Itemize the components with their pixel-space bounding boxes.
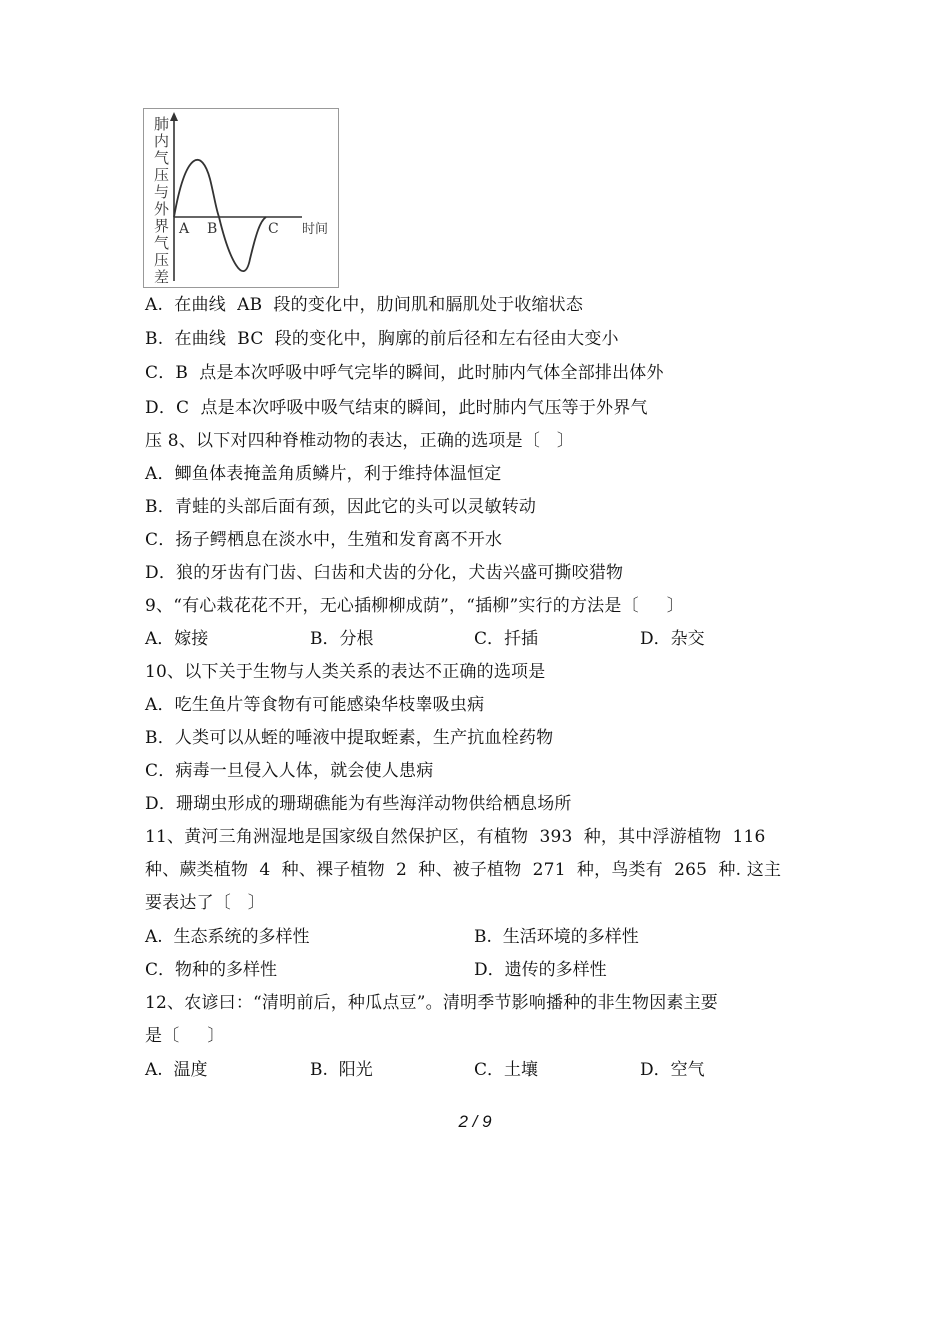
ylabel-char: 界 (154, 217, 170, 235)
q10-option-d: D．珊瑚虫形成的珊瑚礁能为有些海洋动物供给栖息场所 (145, 794, 572, 814)
ylabel-char: 气 (154, 234, 170, 252)
q12-stem-line-1: 12、农谚曰：“清明前后，种瓜点豆”。清明季节影响播种的非生物因素主要 (145, 993, 719, 1013)
q8-option-d: D．狼的牙齿有门齿、臼齿和犬齿的分化，犬齿兴盛可撕咬猎物 (145, 563, 624, 583)
ylabel-char: 外 (154, 200, 170, 218)
ylabel-char: 与 (154, 183, 170, 201)
q11-option-d: D．遗传的多样性 (474, 960, 607, 980)
q9-option-c: C．扦插 (474, 629, 539, 649)
q9-option-d: D．杂交 (640, 629, 705, 649)
q7-option-d: D．C 点是本次呼吸中吸气结束的瞬间，此时肺内气压等于外界气 (145, 398, 648, 418)
q7-option-b: B. 在曲线 BC 段的变化中，胸廓的前后径和左右径由大变小 (145, 329, 619, 349)
q11-stem-line-2: 种、蕨类植物 4 种、裸子植物 2 种、被子植物 271 种，鸟类有 265 种. 这主 (145, 860, 782, 880)
y-axis-arrow (170, 112, 178, 121)
q11-stem-line-1: 11、黄河三角洲湿地是国家级自然保护区，有植物 393 种，其中浮游植物 116 (145, 827, 766, 847)
ylabel-char: 压 (154, 251, 170, 269)
pressure-curve-figure (143, 108, 339, 288)
x-axis-label: 时间 (302, 222, 329, 237)
q10-option-c: C．病毒一旦侵入人体，就会使人患病 (145, 761, 434, 781)
q10-option-b: B．人类可以从蛭的唾液中提取蛭素，生产抗血栓药物 (145, 728, 554, 748)
ylabel-char: 差 (154, 268, 170, 286)
q9-option-a: A．嫁接 (145, 629, 209, 649)
q8-stem: 压 8、以下对四种脊椎动物的表达，正确的选项是〔 〕 (145, 431, 575, 451)
q10-stem: 10、以下关于生物与人类关系的表达不正确的选项是 (145, 662, 546, 682)
q12-option-d: D．空气 (640, 1060, 705, 1080)
q12-option-a: A. 温度 (145, 1060, 208, 1080)
ylabel-char: 内 (154, 132, 170, 150)
q11-option-c: C．物种的多样性 (145, 960, 278, 980)
q9-option-b: B．分根 (310, 629, 374, 649)
pressure-curve (174, 160, 266, 271)
point-b-label: B (207, 221, 218, 237)
y-axis-label (154, 115, 170, 286)
q7-option-a: A. 在曲线 AB 段的变化中，肋间肌和膈肌处于收缩状态 (145, 295, 584, 315)
ylabel-char: 压 (154, 166, 170, 184)
q11-option-b: B. 生活环境的多样性 (474, 927, 639, 947)
q7-option-c: C．B 点是本次呼吸中呼气完毕的瞬间，此时肺内气体全部排出体外 (145, 363, 664, 383)
q10-option-a: A．吃生鱼片等食物有可能感染华枝睾吸虫病 (145, 695, 485, 715)
q12-option-c: C．土壤 (474, 1060, 539, 1080)
q12-option-b: B. 阳光 (310, 1060, 373, 1080)
ylabel-char: 肺 (154, 115, 170, 133)
q11-option-a: A. 生态系统的多样性 (145, 927, 310, 947)
q8-option-a: A．鲫鱼体表掩盖角质鳞片，利于维持体温恒定 (145, 464, 502, 484)
ylabel-char: 气 (154, 149, 170, 167)
q8-option-c: C．扬子鳄栖息在淡水中，生殖和发育离不开水 (145, 530, 503, 550)
q11-stem-line-3: 要表达了〔 〕 (145, 893, 266, 913)
point-c-label: C (268, 221, 279, 237)
point-a-label: A (179, 221, 190, 237)
q9-stem: 9、“有心栽花花不开，无心插柳柳成荫”，“插柳”实行的方法是〔 〕 (145, 596, 684, 616)
pressure-curve-svg (144, 109, 338, 287)
q8-option-b: B．青蛙的头部后面有颈，因此它的头可以灵敏转动 (145, 497, 537, 517)
page-number: 2 / 9 (458, 1112, 492, 1131)
q12-stem-line-2: 是〔 〕 (145, 1026, 225, 1046)
